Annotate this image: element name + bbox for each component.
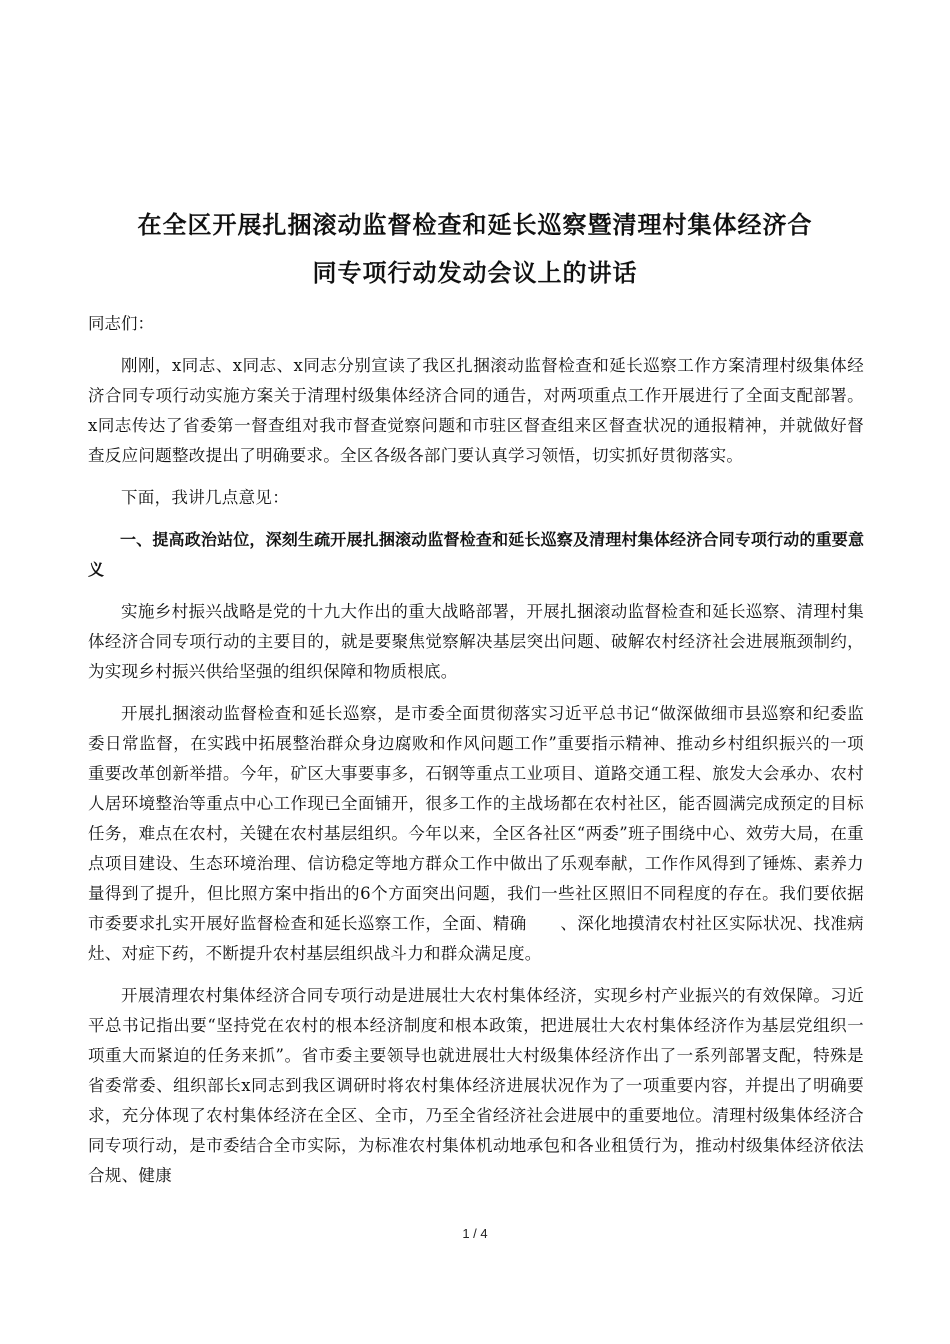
section-1-heading: 一、提高政治站位，深刻生疏开展扎捆滚动监督检查和延长巡察及清理村集体经济合同专项行动的重要意义: [88, 530, 864, 579]
page-number: 1 / 4: [462, 1226, 488, 1241]
document-body: [88, 309, 864, 1203]
document-title-line-1: 在全区开展扎捆滚动监督检查和延长巡察暨清理村集体经济合: [137, 211, 813, 239]
salutation: 同志们：: [88, 314, 154, 333]
section-1-paragraph: 开展扎捆滚动监督检查和延长巡察，是市委全面贯彻落实习近平总书记“做深做细市县巡察和纪委监委日常监督，在实践中拓展整治群众身边腐败和作风问题工作”重要指示精神、推动乡村组织振兴的一项重要改革创新举措。今年，矿区大事要事多，石钢等重点工业项目、道路交通工程、旅发大会承办、农村人居环境整治等重点中心工作现已全面铺开，很多工作的主战场都在农村社区，能否圆满完成预定的目标任务，难点在农村，关键在农村基层组织。今年以来，全区各社区“两委”班子围绕中心、效劳大局，在重点项目建设、生态环境治理、信访稳定等地方群众工作中做出了乐观奉献，工作作风得到了锤炼、素养力量得到了提升，但比照方案中指出的6个方面突出问题，我们一些社区照旧不同程度的存在。我们要依据市委要求扎实开展好监督检查和延长巡察工作，全面、精确 、深化地摸清农村社区实际状况、找准病灶、对症下药，不断提升农村基层组织战斗力和群众满足度。: [88, 704, 864, 963]
paragraph-intro: 刚刚，x同志、x同志、x同志分别宣读了我区扎捆滚动监督检查和延长巡察工作方案清理村级集体经济合同专项行动实施方案关于清理村级集体经济合同的通告，对两项重点工作开展进行了全面支配部署。x同志传达了省委第一督查组对我市督查觉察问题和市驻区督查组来区督查状况的通报精神，并就做好督查反应问题整改提出了明确要求。全区各级各部门要认真学习领悟，切实抓好贯彻落实。: [88, 356, 864, 465]
section-1-paragraph: 开展清理农村集体经济合同专项行动是进展壮大农村集体经济，实现乡村产业振兴的有效保障。习近平总书记指出要“坚持党在农村的根本经济制度和根本政策，把进展壮大农村集体经济作为基层党组织一项重大而紧迫的任务来抓”。省市委主要领导也就进展壮大村级集体经济作出了一系列部署支配，特殊是省委常委、组织部长x同志到我区调研时将农村集体经济进展状况作为了一项重要内容，并提出了明确要求，充分体现了农村集体经济在全区、全市，乃至全省经济社会进展中的重要地位。清理村级集体经济合同专项行动，是市委结合全市实际，为标准农村集体机动地承包和各业租赁行为，推动村级集体经济依法合规、健康: [88, 986, 864, 1185]
paragraph-transition: 下面，我讲几点意见：: [121, 488, 289, 507]
section-1-paragraph: 实施乡村振兴战略是党的十九大作出的重大战略部署，开展扎捆滚动监督检查和延长巡察、清理村集体经济合同专项行动的主要目的，就是要聚焦觉察解决基层突出问题、破解农村经济社会进展瓶颈制约，为实现乡村振兴供给坚强的组织保障和物质根底。: [88, 602, 864, 681]
document-title-line-2: 同专项行动发动会议上的讲话: [312, 259, 638, 287]
